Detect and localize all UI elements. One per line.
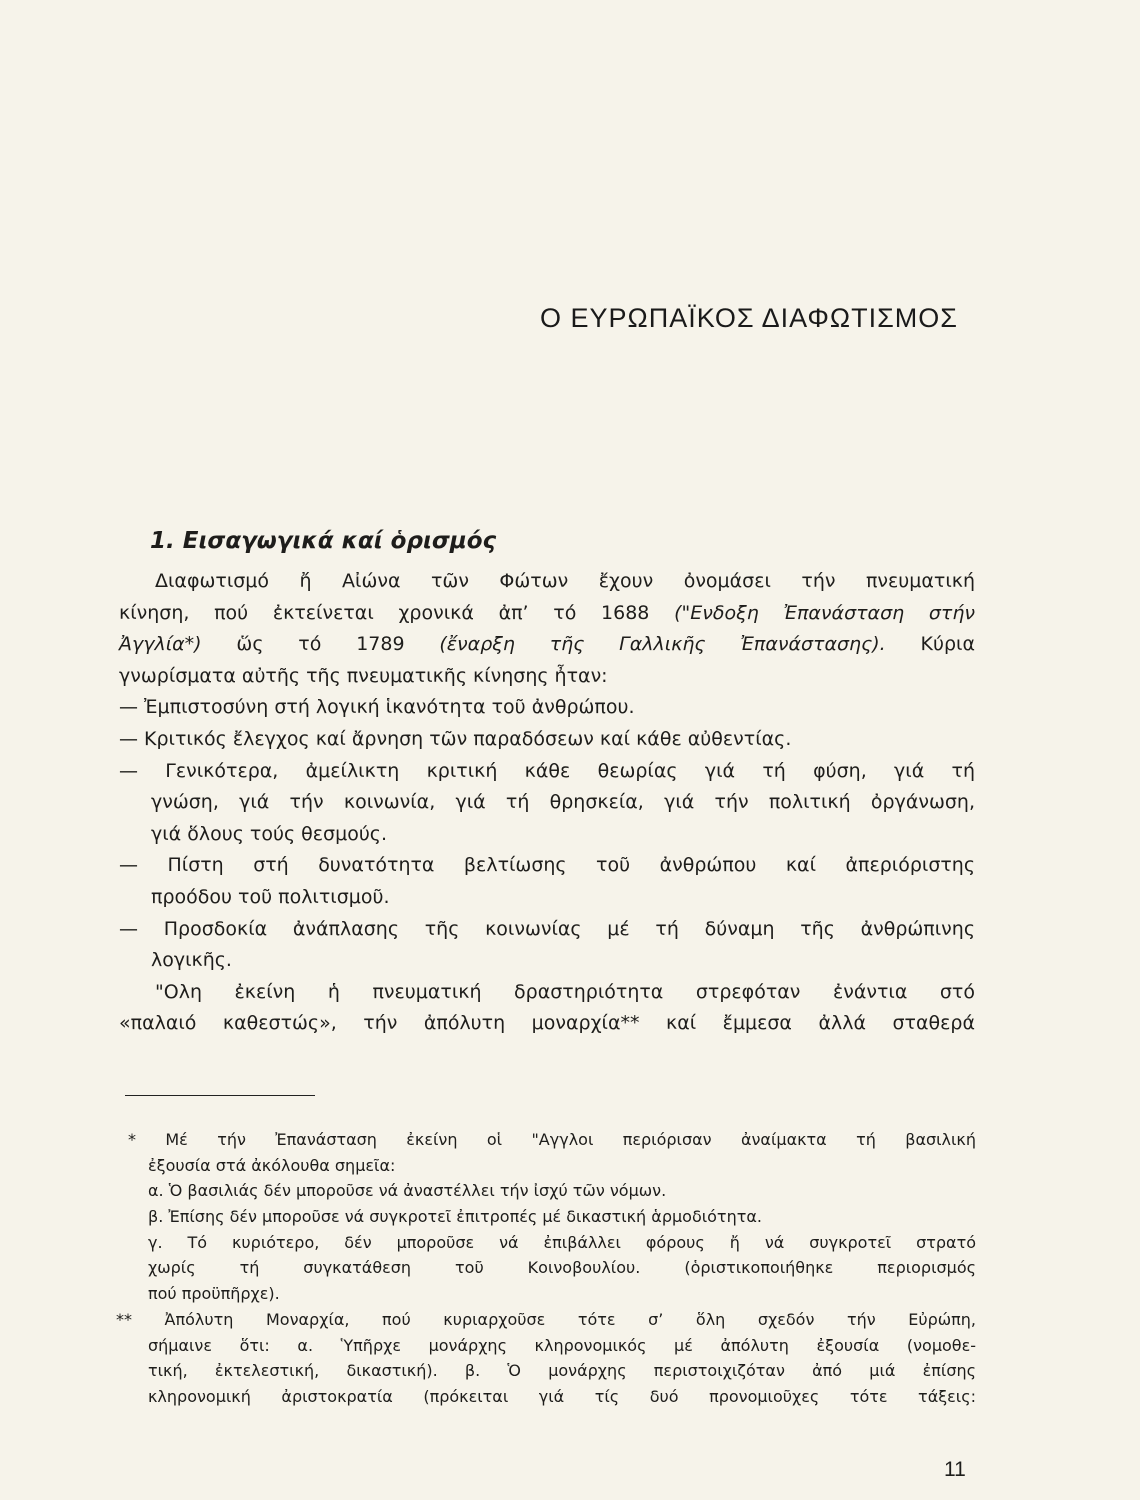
footnote-1-item-c: χωρίς τή συγκατάθεση τοῦ Κοινοβουλίου. (ὁριστικοποιήθηκε περιορισμός xyxy=(148,1258,976,1278)
page-title: Ο ΕΥΡΩΠΑΪΚΟΣ ΔΙΑΦΩΤΙΣΜΟΣ xyxy=(540,303,958,333)
italic-text-span: Ἀγγλία*) xyxy=(119,633,202,656)
paragraph-1-line-2 xyxy=(119,598,975,630)
bullet-item-1: — Ἐμπιστοσύνη στή λογική ἱκανότητα τοῦ ἀνθρώπου. xyxy=(119,696,635,719)
footnote-1-item-b: β. Ἐπίσης δέν μποροῦσε νά συγκροτεῖ ἐπιτροπές μέ δικαστική ἁρμοδιότητα. xyxy=(148,1207,762,1227)
bullet-item-2: — Κριτικός ἔλεγχος καί ἄρνηση τῶν παραδόσεων καί κάθε αὐθεντίας. xyxy=(119,727,792,750)
bullet-item-4-cont: προόδου τοῦ πολιτισμοῦ. xyxy=(151,885,390,908)
footnote-1-line: ἐξουσία στά ἀκόλουθα σημεῖα: xyxy=(148,1155,396,1175)
bullet-item-5-cont: λογικῆς. xyxy=(151,949,232,972)
section-heading: 1. Εισαγωγικά καί ὁρισμός xyxy=(150,528,497,554)
bullet-item-3: — Γενικότερα, ἀμείλικτη κριτική κάθε θεωρίας γιά τή φύση, γιά τή xyxy=(119,759,975,782)
footnote-1-item-c: πού προϋπῆρχε). xyxy=(148,1284,280,1304)
footnote-2-line: κληρονομική ἀριστοκρατία (πρόκειται γιά τίς δυό προνομιοῦχες τότε τάξεις: xyxy=(148,1386,976,1406)
bullet-item-4: — Πίστη στή δυνατότητα βελτίωσης τοῦ ἀνθρώπου καί ἀπεριόριστης xyxy=(119,854,975,877)
bullet-item-5: — Προσδοκία ἀνάπλασης τῆς κοινωνίας μέ τή δύναμη τῆς ἀνθρώπινης xyxy=(119,917,975,940)
page-number: 11 xyxy=(944,1458,966,1481)
footnotes xyxy=(116,1127,976,1410)
paragraph-2-line-2: «παλαιό καθεστώς», τήν ἀπόλυτη μοναρχία** καί ἔμμεσα ἀλλά σταθερά xyxy=(119,1012,975,1035)
text-span: ὥς τό 1789 xyxy=(201,633,440,656)
bullet-item-3-cont: γνώση, γιά τήν κοινωνία, γιά τή θρησκεία, γιά τήν πολιτική ὀργάνωση, xyxy=(151,791,975,814)
bullet-item-3-cont: γιά ὅλους τούς θεσμούς. xyxy=(151,822,387,845)
paragraph-1-line-1: Διαφωτισμό ἤ Αἰώνα τῶν Φώτων ἔχουν ὀνομάσει τήν πνευματική xyxy=(155,570,975,592)
footnote-1-line: * Μέ τήν Ἐπανάσταση ἐκείνη οἱ "Αγγλοι περιόρισαν ἀναίμακτα τή βασιλική xyxy=(128,1130,976,1149)
text-span: Κύρια xyxy=(885,633,975,656)
footnote-1-item-a: α. Ὁ βασιλιάς δέν μποροῦσε νά ἀναστέλλει τήν ἰσχύ τῶν νόμων. xyxy=(148,1181,667,1201)
text-span: κίνηση, πού ἐκτείνεται χρονικά ἀπ’ τό 1688 xyxy=(119,601,675,624)
italic-text-span: ("Ενδοξη Ἐπανάσταση στήν xyxy=(674,601,976,624)
italic-text-span: (ἔναρξη τῆς Γαλλικῆς Ἐπανάστασης). xyxy=(439,633,886,656)
paragraph-1-line-4: γνωρίσματα αὐτῆς τῆς πνευματικῆς κίνησης ἦταν: xyxy=(119,664,608,687)
footnote-2-line: σήμαινε ὅτι: α. Ὑπῆρχε μονάρχης κληρονομικός μέ ἀπόλυτη ἐξουσία (νομοθε- xyxy=(148,1335,976,1355)
paragraph-2-line-1: "Ολη ἐκείνη ἡ πνευματική δραστηριότητα στρεφόταν ἐνάντια στό xyxy=(155,980,975,1003)
footnote-divider xyxy=(125,1095,315,1096)
body-text xyxy=(119,566,975,1040)
footnote-2-line: τική, ἐκτελεστική, δικαστική). β. Ὁ μονάρχης περιστοιχιζόταν ἀπό μιά ἐπίσης xyxy=(148,1361,976,1381)
footnote-1-item-c: γ. Τό κυριότερο, δέν μποροῦσε νά ἐπιβάλλει φόρους ἤ νά συγκροτεῖ στρατό xyxy=(148,1232,976,1252)
paragraph-1-line-3 xyxy=(119,629,975,661)
footnote-2-line: ** Ἀπόλυτη Μοναρχία, πού κυριαρχοῦσε τότε σ’ ὅλη σχεδόν τήν Εὐρώπη, xyxy=(116,1309,976,1329)
